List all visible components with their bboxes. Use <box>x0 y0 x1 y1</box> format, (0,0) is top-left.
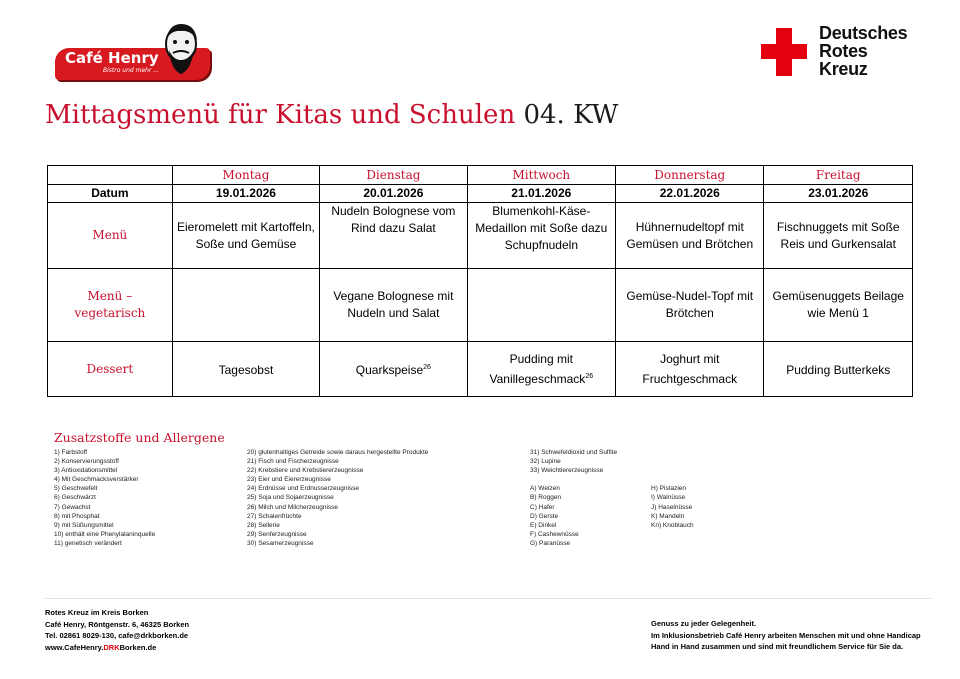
henry-portrait-icon <box>151 20 211 80</box>
page-title-main: Mittagsmenü für Kitas und Schulen <box>45 100 516 130</box>
dessert-text: Pudding mit Vanillegeschmack <box>489 351 586 386</box>
allergen-item: 2) Konservierungsstoff <box>54 458 119 466</box>
dessert-text: Tagesobst <box>218 363 274 377</box>
allergen-item: 5) Geschwefelt <box>54 485 98 493</box>
page-title-week: 04. KW <box>523 100 619 130</box>
row-label-dessert: Dessert <box>48 342 173 397</box>
allergen-item: 33) Weichtiererzeugnisse <box>530 467 604 475</box>
meal-cell: Blumenkohl-Käse-Medaillon mit Soße dazu Schupfnudeln <box>467 203 615 269</box>
menu-row <box>48 203 913 269</box>
allergen-item: 9) mit Süßungsmittel <box>54 521 114 529</box>
dessert-cell <box>764 342 913 397</box>
date-cell: 23.01.2026 <box>764 185 913 203</box>
meal-cell: Nudeln Bolognese vom Rind dazu Salat <box>320 203 467 269</box>
row-label-menu: Menü <box>48 203 173 269</box>
footer-divider <box>44 598 932 599</box>
footer-website-drk: DRK <box>103 642 120 652</box>
day-header-row <box>48 166 913 185</box>
meal-cell <box>172 269 319 342</box>
day-header: Mittwoch <box>467 166 615 185</box>
dessert-row <box>48 342 913 397</box>
corner-cell <box>48 166 173 185</box>
footer-slogan-block <box>651 618 921 653</box>
meal-cell: Vegane Bolognese mit Nudeln und Salat <box>320 269 467 342</box>
allergen-item: 29) Senferzeugnisse <box>247 530 307 538</box>
day-header: Montag <box>172 166 319 185</box>
date-cell: 21.01.2026 <box>467 185 615 203</box>
meal-cell: Fischnuggets mit Soße Reis und Gurkensalat <box>764 203 913 269</box>
dessert-cell <box>320 342 467 397</box>
vegetarian-row <box>48 269 913 342</box>
allergen-item: G) Paranüsse <box>530 539 571 547</box>
allergen-item: E) Dinkel <box>530 521 557 529</box>
allergen-item: 25) Soja und Sojaerzeugnisse <box>247 494 334 502</box>
footer-phone-email: Tel. 02861 8029-130, cafe@drkborken.de <box>45 631 189 640</box>
allergen-item: F) Cashewnüsse <box>530 530 579 538</box>
dessert-cell <box>616 342 764 397</box>
allergen-superscript: 26 <box>585 372 594 380</box>
date-cell: 20.01.2026 <box>320 185 467 203</box>
day-header: Donnerstag <box>616 166 764 185</box>
row-label-vegetarian: Menü – vegetarisch <box>48 269 173 342</box>
allergen-item <box>530 475 617 484</box>
allergen-item: B) Roggen <box>530 494 562 502</box>
allergen-item: 1) Farbstoff <box>54 449 88 456</box>
allergen-item: 24) Erdnüsse und Erdnusserzeugnisse <box>247 485 360 493</box>
allergen-item: C) Hafer <box>530 503 555 511</box>
date-cell: 22.01.2026 <box>616 185 764 203</box>
drk-line-3: Kreuz <box>819 59 868 79</box>
date-cell: 19.01.2026 <box>172 185 319 203</box>
allergens-column-3 <box>530 448 617 548</box>
allergens-title: Zusatzstoffe und Allergene <box>54 430 225 445</box>
drk-line-2: Rotes <box>819 41 868 61</box>
allergen-item: D) Gerste <box>530 512 559 520</box>
allergen-item: 8) mit Phosphat <box>54 512 100 520</box>
allergen-item: 22) Krebstiere und Krebstiererzeugnisse <box>247 467 364 475</box>
allergen-item: 26) Milch und Milcherzeugnisse <box>247 503 339 511</box>
allergens-column-2 <box>247 448 428 548</box>
dessert-text: Pudding Butterkeks <box>786 363 891 377</box>
footer-text-line-1: Im Inklusionsbetrieb Café Henry arbeiten Menschen mit und ohne Handicap <box>651 630 921 640</box>
allergen-item: Kn) Knoblauch <box>651 521 694 529</box>
dessert-text: Joghurt mit Fruchtgeschmack <box>642 351 738 386</box>
cafe-henry-name: Café Henry <box>65 49 159 67</box>
allergen-item: H) Pistazien <box>651 485 687 493</box>
allergen-item: 27) Schalenfrüchte <box>247 512 302 520</box>
dessert-cell <box>467 342 615 397</box>
allergen-item: 4) Mit Geschmacksverstärker <box>54 476 139 484</box>
allergen-superscript: 26 <box>423 364 431 371</box>
footer-contact <box>45 607 189 653</box>
day-header: Freitag <box>764 166 913 185</box>
menu-table <box>47 165 913 397</box>
meal-cell: Gemüsenuggets Beilage wie Menü 1 <box>764 269 913 342</box>
allergens-column-4 <box>651 484 694 529</box>
drk-line-1: Deutsches <box>819 23 908 43</box>
red-cross-icon <box>761 28 807 76</box>
footer-website-prefix: www.CafeHenry. <box>45 642 104 652</box>
allergen-item: J) Haselnüsse <box>651 503 693 511</box>
allergen-item: 6) Geschwärzt <box>54 494 96 502</box>
cafe-henry-tagline: Bistro und mehr ... <box>103 67 160 74</box>
page-title <box>45 100 618 130</box>
allergen-item: 28) Sellerie <box>247 521 280 529</box>
allergen-item: I) Walnüsse <box>651 494 686 502</box>
allergen-item: K) Mandeln <box>651 512 685 520</box>
cafe-henry-logo <box>55 20 215 82</box>
allergen-item: 31) Schwefeldioxid und Sulfite <box>530 449 618 456</box>
footer-text-line-2: Hand in Hand zusammen und sind mit freundlichem Service für Sie da. <box>651 642 904 651</box>
date-row <box>48 185 913 203</box>
allergen-item: A) Weizen <box>530 485 560 493</box>
meal-cell <box>467 269 615 342</box>
allergen-item: 20) glutenhaltiges Getreide sowie daraus hergestellte Produkte <box>247 449 429 456</box>
footer-slogan: Genuss zu jeder Gelegenheit. <box>651 619 757 628</box>
allergen-item: 23) Eier und Eiererzeugnisse <box>247 476 331 484</box>
footer-website[interactable] <box>45 642 189 654</box>
drk-wordmark <box>819 24 907 78</box>
allergen-item: 3) Antioxidationsmittel <box>54 467 118 475</box>
allergen-item: 30) Sesamerzeugnisse <box>247 539 314 547</box>
allergens-column-1 <box>54 448 155 548</box>
dessert-text: Quarkspeise <box>355 363 424 377</box>
allergen-item: 7) Gewachst <box>54 503 91 511</box>
meal-cell: Hühnernudeltopf mit Gemüsen und Brötchen <box>616 203 764 269</box>
allergen-item: 11) genetisch verändert <box>54 539 122 547</box>
footer-address: Café Henry, Röntgenstr. 6, 46325 Borken <box>45 619 190 629</box>
footer-website-suffix: Borken.de <box>119 642 157 652</box>
date-label: Datum <box>48 185 173 203</box>
meal-cell: Eieromelett mit Kartoffeln, Soße und Gemüse <box>172 203 319 269</box>
allergen-item: 21) Fisch und Fischerzeugnisse <box>247 458 339 466</box>
footer-org: Rotes Kreuz im Kreis Borken <box>45 608 149 617</box>
dessert-cell <box>172 342 319 397</box>
day-header: Dienstag <box>320 166 467 185</box>
allergen-item: 10) enthält eine Phenylalaninquelle <box>54 530 156 538</box>
meal-cell: Gemüse-Nudel-Topf mit Brötchen <box>616 269 764 342</box>
allergen-item: 32) Lupine <box>530 458 561 466</box>
